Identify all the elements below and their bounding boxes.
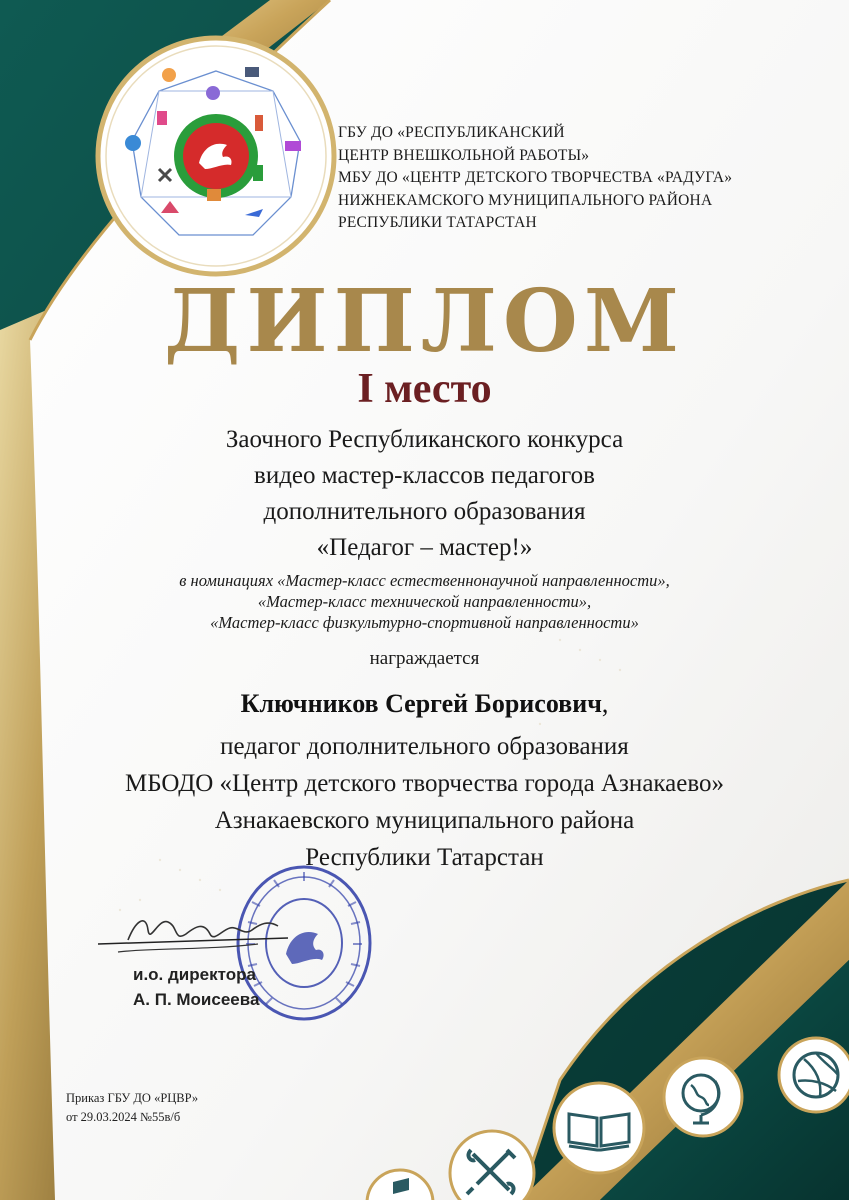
contest-line: Заочного Республиканского конкурса: [225, 426, 624, 453]
nomination-line: «Мастер-класс физкультурно-спортивной направленности»: [210, 613, 639, 632]
globe-icon: [661, 1055, 745, 1139]
signatory-name: А. П. Моисеева: [133, 990, 260, 1009]
contest-block: [0, 422, 849, 566]
order-line-1: Приказ ГБУ ДО «РЦВР»: [66, 1091, 199, 1105]
detail-line: МБОДО «Центр детского творчества города Азнакаево»: [124, 770, 725, 797]
contest-line: дополнительного образования: [263, 498, 586, 525]
recipient-comma: ,: [601, 689, 609, 718]
signature: [88, 900, 318, 970]
contest-line: «Педагог – мастер!»: [316, 534, 533, 561]
order-reference: [66, 1089, 198, 1127]
org-line: МБУ ДО «ЦЕНТР ДЕТСКОГО ТВОРЧЕСТВА «РАДУГА»: [338, 169, 733, 186]
org-line: РЕСПУБЛИКИ ТАТАРСТАН: [338, 214, 537, 231]
detail-line: Азнакаевского муниципального района: [214, 807, 635, 834]
recipient-line: [0, 686, 849, 722]
signatory-position: и.о. директора: [133, 965, 256, 984]
order-line-2: от 29.03.2024 №55в/б: [66, 1110, 181, 1124]
emblem-logo: [95, 35, 337, 277]
organization-block: [338, 122, 818, 235]
awarded-label: награждается: [369, 648, 480, 669]
diploma-title: ДИПЛОМ: [163, 271, 686, 372]
nomination-line: «Мастер-класс технической направленности»,: [257, 592, 592, 611]
book-icon: [551, 1080, 647, 1176]
music-icon: [365, 1168, 435, 1200]
volleyball-icon: [776, 1035, 849, 1115]
org-line: ЦЕНТР ВНЕШКОЛЬНОЙ РАБОТЫ»: [338, 146, 590, 164]
detail-line: педагог дополнительного образования: [220, 733, 629, 760]
detail-line: Республики Татарстан: [305, 844, 544, 871]
place-label: I место: [357, 366, 492, 412]
nomination-line: в номинациях «Мастер-класс естественнонаучной направленности»,: [179, 571, 670, 590]
recipient-name: Ключников Сергей Борисович: [240, 689, 602, 718]
nominations-block: [0, 570, 849, 633]
org-line: ГБУ ДО «РЕСПУБЛИКАНСКИЙ: [338, 124, 565, 141]
signatory-block: [133, 962, 259, 1012]
contest-line: видео мастер-классов педагогов: [254, 462, 595, 489]
recipient-details: [0, 728, 849, 876]
wrench-screwdriver-icon: [447, 1128, 537, 1200]
org-line: НИЖНЕКАМСКОГО МУНИЦИПАЛЬНОГО РАЙОНА: [338, 191, 713, 209]
